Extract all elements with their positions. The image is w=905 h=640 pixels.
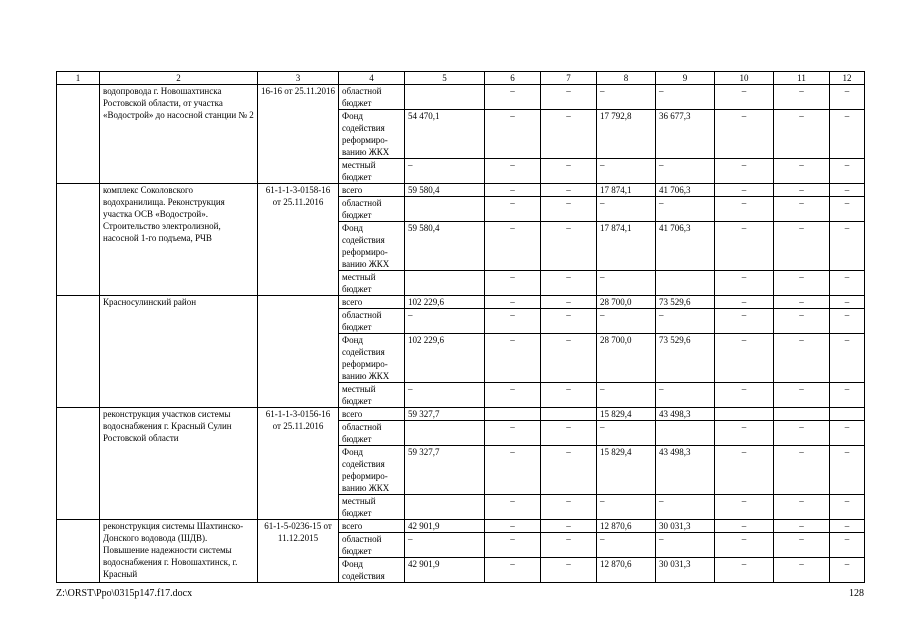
value-cell: – [830, 309, 865, 334]
value-cell: – [715, 533, 774, 558]
funding-source: Фонд содействия реформиро-ванию ЖКХ [339, 110, 405, 159]
value-cell: – [774, 383, 830, 408]
value-cell: – [715, 558, 774, 583]
value-cell: – [715, 334, 774, 383]
column-header: 12 [830, 72, 865, 85]
funding-source: всего [339, 520, 405, 533]
value-cell: – [656, 197, 715, 222]
value-cell: – [485, 495, 541, 520]
value-cell: 12 870,6 [597, 520, 656, 533]
row-number-cell [57, 520, 100, 583]
value-cell: – [541, 85, 597, 110]
value-cell: – [715, 296, 774, 309]
column-header: 2 [100, 72, 258, 85]
value-cell: – [830, 159, 865, 184]
value-cell: – [541, 520, 597, 533]
value-cell: – [830, 197, 865, 222]
value-cell: 54 470,1 [405, 110, 485, 159]
value-cell: – [830, 271, 865, 296]
value-cell: – [485, 309, 541, 334]
value-cell [715, 408, 774, 421]
value-cell: – [541, 558, 597, 583]
value-cell: – [830, 383, 865, 408]
value-cell: – [597, 159, 656, 184]
value-cell: – [774, 159, 830, 184]
value-cell: – [597, 197, 656, 222]
value-cell: – [715, 520, 774, 533]
value-cell: – [597, 271, 656, 296]
value-cell: – [541, 495, 597, 520]
value-cell: – [715, 184, 774, 197]
object-name: реконструкция участков системы водоснабжения г. Красный Сулин Ростовской области [100, 408, 258, 520]
value-cell: – [715, 421, 774, 446]
value-cell: 43 498,3 [656, 408, 715, 421]
value-cell [656, 271, 715, 296]
value-cell: – [597, 85, 656, 110]
value-cell: – [405, 159, 485, 184]
value-cell: – [774, 558, 830, 583]
row-number-cell [57, 296, 100, 408]
funding-source: Фонд содействия реформиро-ванию ЖКХ [339, 222, 405, 271]
value-cell: 102 229,6 [405, 334, 485, 383]
document-ref: 61-1-1-3-0158-16 от 25.11.2016 [258, 184, 339, 296]
value-cell: – [830, 110, 865, 159]
object-name: водопровода г. Новошахтинска Ростовской области, от участка «Водострой» до насосной станции № 2 [100, 85, 258, 184]
table-row [57, 184, 865, 197]
value-cell: – [405, 309, 485, 334]
value-cell: – [485, 85, 541, 110]
value-cell: – [485, 271, 541, 296]
value-cell: – [485, 520, 541, 533]
funding-source: местный бюджет [339, 159, 405, 184]
value-cell [405, 421, 485, 446]
value-cell: 73 529,6 [656, 334, 715, 383]
funding-source: Фонд содействия [339, 558, 405, 583]
column-header: 9 [656, 72, 715, 85]
column-header: 7 [541, 72, 597, 85]
funding-source: областной бюджет [339, 85, 405, 110]
value-cell: 42 901,9 [405, 558, 485, 583]
value-cell: – [597, 533, 656, 558]
value-cell: – [597, 421, 656, 446]
value-cell: 41 706,3 [656, 184, 715, 197]
table-row [57, 296, 865, 309]
value-cell: 28 700,0 [597, 296, 656, 309]
value-cell: – [715, 446, 774, 495]
value-cell: – [485, 334, 541, 383]
value-cell: – [774, 520, 830, 533]
value-cell: – [830, 520, 865, 533]
value-cell: – [541, 222, 597, 271]
value-cell: 15 829,4 [597, 446, 656, 495]
value-cell [405, 85, 485, 110]
funding-source: всего [339, 408, 405, 421]
value-cell: – [715, 383, 774, 408]
value-cell: – [830, 184, 865, 197]
value-cell: – [541, 296, 597, 309]
value-cell: 15 829,4 [597, 408, 656, 421]
value-cell: – [774, 495, 830, 520]
value-cell: – [830, 296, 865, 309]
value-cell: 59 327,7 [405, 446, 485, 495]
value-cell: – [715, 309, 774, 334]
value-cell: – [485, 159, 541, 184]
funding-source: Фонд содействия реформиро-ванию ЖКХ [339, 446, 405, 495]
value-cell: – [656, 309, 715, 334]
value-cell: – [715, 222, 774, 271]
value-cell: – [830, 495, 865, 520]
value-cell: – [405, 383, 485, 408]
value-cell: – [830, 533, 865, 558]
value-cell: – [541, 110, 597, 159]
value-cell [774, 408, 830, 421]
value-cell: 59 327,7 [405, 408, 485, 421]
value-cell: – [774, 421, 830, 446]
value-cell: – [830, 334, 865, 383]
value-cell: – [597, 309, 656, 334]
funding-source: местный бюджет [339, 383, 405, 408]
value-cell [541, 408, 597, 421]
column-header: 4 [339, 72, 405, 85]
document-ref [258, 296, 339, 408]
value-cell [405, 197, 485, 222]
value-cell: – [485, 558, 541, 583]
value-cell: – [541, 159, 597, 184]
funding-source: Фонд содействия реформиро-ванию ЖКХ [339, 334, 405, 383]
object-name: реконструкция системы Шахтинско-Донского водовода (ШДВ). Повышение надежности системы водоснабжения г. Новошахтинск, г. Красный [100, 520, 258, 583]
value-cell: 59 580,4 [405, 222, 485, 271]
column-header: 3 [258, 72, 339, 85]
value-cell: – [774, 334, 830, 383]
value-cell: – [774, 222, 830, 271]
value-cell: – [715, 159, 774, 184]
value-cell: – [485, 197, 541, 222]
row-number-cell [57, 85, 100, 184]
value-cell: – [541, 197, 597, 222]
value-cell: – [485, 296, 541, 309]
value-cell: – [656, 383, 715, 408]
value-cell: – [774, 110, 830, 159]
value-cell: – [830, 446, 865, 495]
value-cell: – [830, 85, 865, 110]
value-cell: – [541, 309, 597, 334]
value-cell: – [541, 271, 597, 296]
value-cell [405, 495, 485, 520]
value-cell: – [830, 558, 865, 583]
value-cell: – [485, 421, 541, 446]
value-cell: 30 031,3 [656, 558, 715, 583]
value-cell: – [715, 110, 774, 159]
column-header: 5 [405, 72, 485, 85]
value-cell: – [541, 421, 597, 446]
page-number: 128 [849, 588, 864, 599]
value-cell: – [656, 159, 715, 184]
funding-source: местный бюджет [339, 495, 405, 520]
funding-source: всего [339, 296, 405, 309]
value-cell: 42 901,9 [405, 520, 485, 533]
value-cell: – [715, 197, 774, 222]
table-row [57, 85, 865, 110]
funding-source: областной бюджет [339, 309, 405, 334]
value-cell: – [774, 533, 830, 558]
value-cell: – [485, 533, 541, 558]
funding-source: местный бюджет [339, 271, 405, 296]
header-row [57, 72, 865, 85]
value-cell: 17 792,8 [597, 110, 656, 159]
column-header: 10 [715, 72, 774, 85]
value-cell: – [597, 383, 656, 408]
value-cell: 36 677,3 [656, 110, 715, 159]
table-row [57, 520, 865, 533]
value-cell [830, 408, 865, 421]
value-cell: – [485, 222, 541, 271]
value-cell: – [715, 271, 774, 296]
funding-source: всего [339, 184, 405, 197]
column-header: 8 [597, 72, 656, 85]
value-cell: 41 706,3 [656, 222, 715, 271]
value-cell: – [485, 446, 541, 495]
value-cell: 43 498,3 [656, 446, 715, 495]
value-cell: 12 870,6 [597, 558, 656, 583]
column-header: 1 [57, 72, 100, 85]
funding-source: областной бюджет [339, 421, 405, 446]
value-cell [656, 421, 715, 446]
value-cell: – [656, 533, 715, 558]
value-cell [485, 408, 541, 421]
value-cell: – [541, 383, 597, 408]
file-path: Z:\ORST\Ppo\0315p147.f17.docx [56, 588, 193, 599]
value-cell: 73 529,6 [656, 296, 715, 309]
value-cell: – [774, 197, 830, 222]
value-cell: – [774, 309, 830, 334]
value-cell: – [485, 184, 541, 197]
value-cell: – [774, 271, 830, 296]
document-ref: 61-1-5-0236-15 от 11.12.2015 [258, 520, 339, 583]
value-cell: – [830, 222, 865, 271]
value-cell: – [715, 85, 774, 110]
value-cell: – [541, 446, 597, 495]
value-cell: 30 031,3 [656, 520, 715, 533]
document-ref: 16-16 от 25.11.2016 [258, 85, 339, 184]
value-cell: – [597, 495, 656, 520]
value-cell: – [656, 85, 715, 110]
row-number-cell [57, 184, 100, 296]
value-cell: – [774, 296, 830, 309]
value-cell: 17 874,1 [597, 222, 656, 271]
value-cell: – [774, 184, 830, 197]
value-cell: 102 229,6 [405, 296, 485, 309]
funding-source: областной бюджет [339, 197, 405, 222]
column-header: 11 [774, 72, 830, 85]
value-cell: – [541, 184, 597, 197]
value-cell [405, 271, 485, 296]
table-row [57, 408, 865, 421]
funding-source: областной бюджет [339, 533, 405, 558]
row-number-cell [57, 408, 100, 520]
value-cell: – [774, 446, 830, 495]
value-cell: 59 580,4 [405, 184, 485, 197]
value-cell: 17 874,1 [597, 184, 656, 197]
document-ref: 61-1-1-3-0156-16 от 25.11.2016 [258, 408, 339, 520]
value-cell: – [715, 495, 774, 520]
value-cell: – [541, 533, 597, 558]
value-cell: – [405, 533, 485, 558]
value-cell: – [485, 383, 541, 408]
object-name: Красносулинский район [100, 296, 258, 408]
value-cell: 28 700,0 [597, 334, 656, 383]
budget-table [56, 71, 865, 583]
value-cell: – [541, 334, 597, 383]
object-name: комплекс Соколовского водохранилища. Реконструкция участка ОСВ «Водострой». Строительство электролизной, насосной 1-го подъема, РЧВ [100, 184, 258, 296]
value-cell: – [774, 85, 830, 110]
value-cell: – [485, 110, 541, 159]
value-cell: – [830, 421, 865, 446]
value-cell: – [656, 495, 715, 520]
column-header: 6 [485, 72, 541, 85]
